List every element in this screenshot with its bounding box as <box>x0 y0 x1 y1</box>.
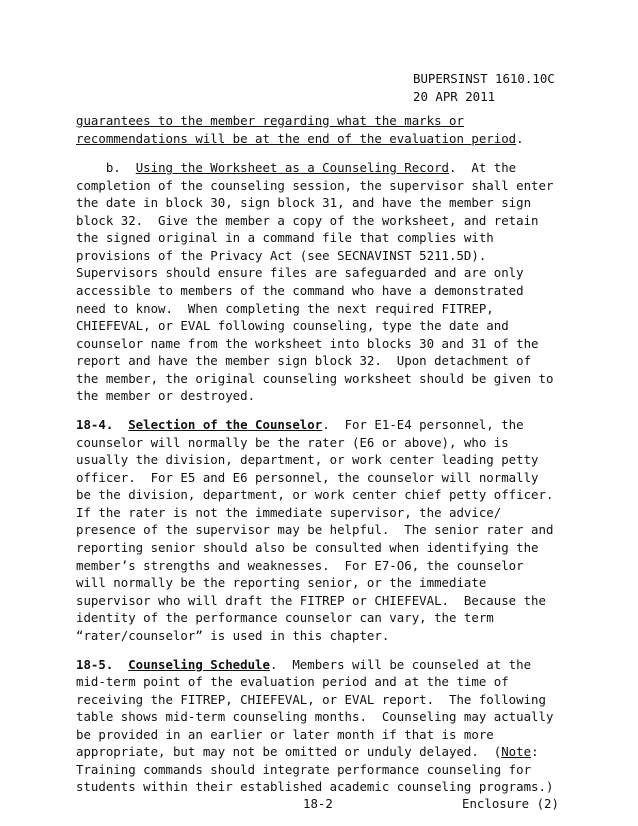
text-line: completion of the counseling session, the supervisor shall enter <box>76 178 554 193</box>
text-fragment: . For E1-E4 personnel, the <box>322 417 524 432</box>
text-line: be provided in an earlier or later month if that is more <box>76 727 494 742</box>
text-line: block 32. Give the member a copy of the worksheet, and retain <box>76 213 539 228</box>
text-line: member’s strengths and weaknesses. For E7-O6, the counselor <box>76 558 524 573</box>
section-18-4-heading-line <box>76 416 524 434</box>
text-line: mid-term point of the evaluation period and at the time of <box>76 674 509 689</box>
text-line: officer. For E5 and E6 personnel, the counselor will normally <box>76 470 539 485</box>
section-heading: Selection of the Counselor <box>128 417 323 432</box>
paragraph-b-heading-line <box>76 159 516 177</box>
underlined-text: recommendations will be at the end of the evaluation period <box>76 131 517 146</box>
text-line: presence of the supervisor may be helpful. The senior rater and <box>76 522 554 537</box>
text-line <box>76 130 524 148</box>
text-line <box>76 112 464 130</box>
text-line: the member, the original counseling worksheet should be given to <box>76 371 554 386</box>
text-line: If the rater is not the immediate supervisor, the advice/ <box>76 505 502 520</box>
punctuation: . <box>516 131 524 146</box>
text-line: will normally be the reporting senior, or the immediate <box>76 575 487 590</box>
text-line: report and have the member sign block 32. Upon detachment of <box>76 353 532 368</box>
underlined-text: guarantees to the member regarding what the marks or <box>76 113 464 128</box>
punctuation: : <box>531 744 539 759</box>
paragraph-b-heading: Using the Worksheet as a Counseling Record <box>135 160 449 175</box>
text-line <box>76 743 539 761</box>
text-line: table shows mid-term counseling months. Counseling may actually <box>76 709 554 724</box>
text-line: Supervisors should ensure files are safeguarded and are only <box>76 265 524 280</box>
text-line: provisions of the Privacy Act (see SECNAVINST 5211.5D). <box>76 248 487 263</box>
text-line: receiving the FITREP, CHIEFEVAL, or EVAL report. The following <box>76 692 546 707</box>
instruction-date: 20 APR 2011 <box>413 88 496 104</box>
text-line: need to know. When completing the next required FITREP, <box>76 301 494 316</box>
text-fragment: . At the <box>449 160 517 175</box>
text-fragment: appropriate, but may not be omitted or unduly delayed. ( <box>76 744 502 759</box>
text-fragment: . Members will be counseled at the <box>269 657 532 672</box>
text-line: counselor will normally be the rater (E6 or above), who is <box>76 435 509 450</box>
text-line: counselor name from the worksheet into blocks 30 and 31 of the <box>76 336 539 351</box>
text-line: “rater/counselor” is used in this chapter. <box>76 628 390 643</box>
text-line: Training commands should integrate performance counseling for <box>76 762 532 777</box>
text-line: supervisor who will draft the FITREP or CHIEFEVAL. Because the <box>76 593 546 608</box>
instruction-number: BUPERSINST 1610.10C <box>413 71 555 86</box>
text-line: reporting senior should also be consulted when identifying the <box>76 540 539 555</box>
text-line: CHIEFEVAL, or EVAL following counseling, type the date and <box>76 318 509 333</box>
note-label: Note <box>501 744 532 759</box>
text-line: the date in block 30, sign block 31, and have the member sign <box>76 195 532 210</box>
page-header <box>413 70 555 105</box>
section-18-5-heading-line <box>76 656 531 674</box>
paragraph-label: b. <box>76 160 136 175</box>
text-line: the member or destroyed. <box>76 388 256 403</box>
section-number: 18-5. <box>76 657 129 672</box>
text-line: the signed original in a command file that complies with <box>76 230 494 245</box>
text-line: be the division, department, or work center chief petty officer. <box>76 487 554 502</box>
text-line: usually the division, department, or work center leading petty <box>76 452 539 467</box>
section-number: 18-4. <box>76 417 129 432</box>
section-heading: Counseling Schedule <box>128 657 270 672</box>
enclosure-label: Enclosure (2) <box>462 796 559 811</box>
page-number: 18-2 <box>303 796 333 811</box>
text-line: students within their established academic counseling programs.) <box>76 779 554 794</box>
text-line: accessible to members of the command who have a demonstrated <box>76 283 524 298</box>
text-line: identity of the performance counselor can vary, the term <box>76 610 494 625</box>
